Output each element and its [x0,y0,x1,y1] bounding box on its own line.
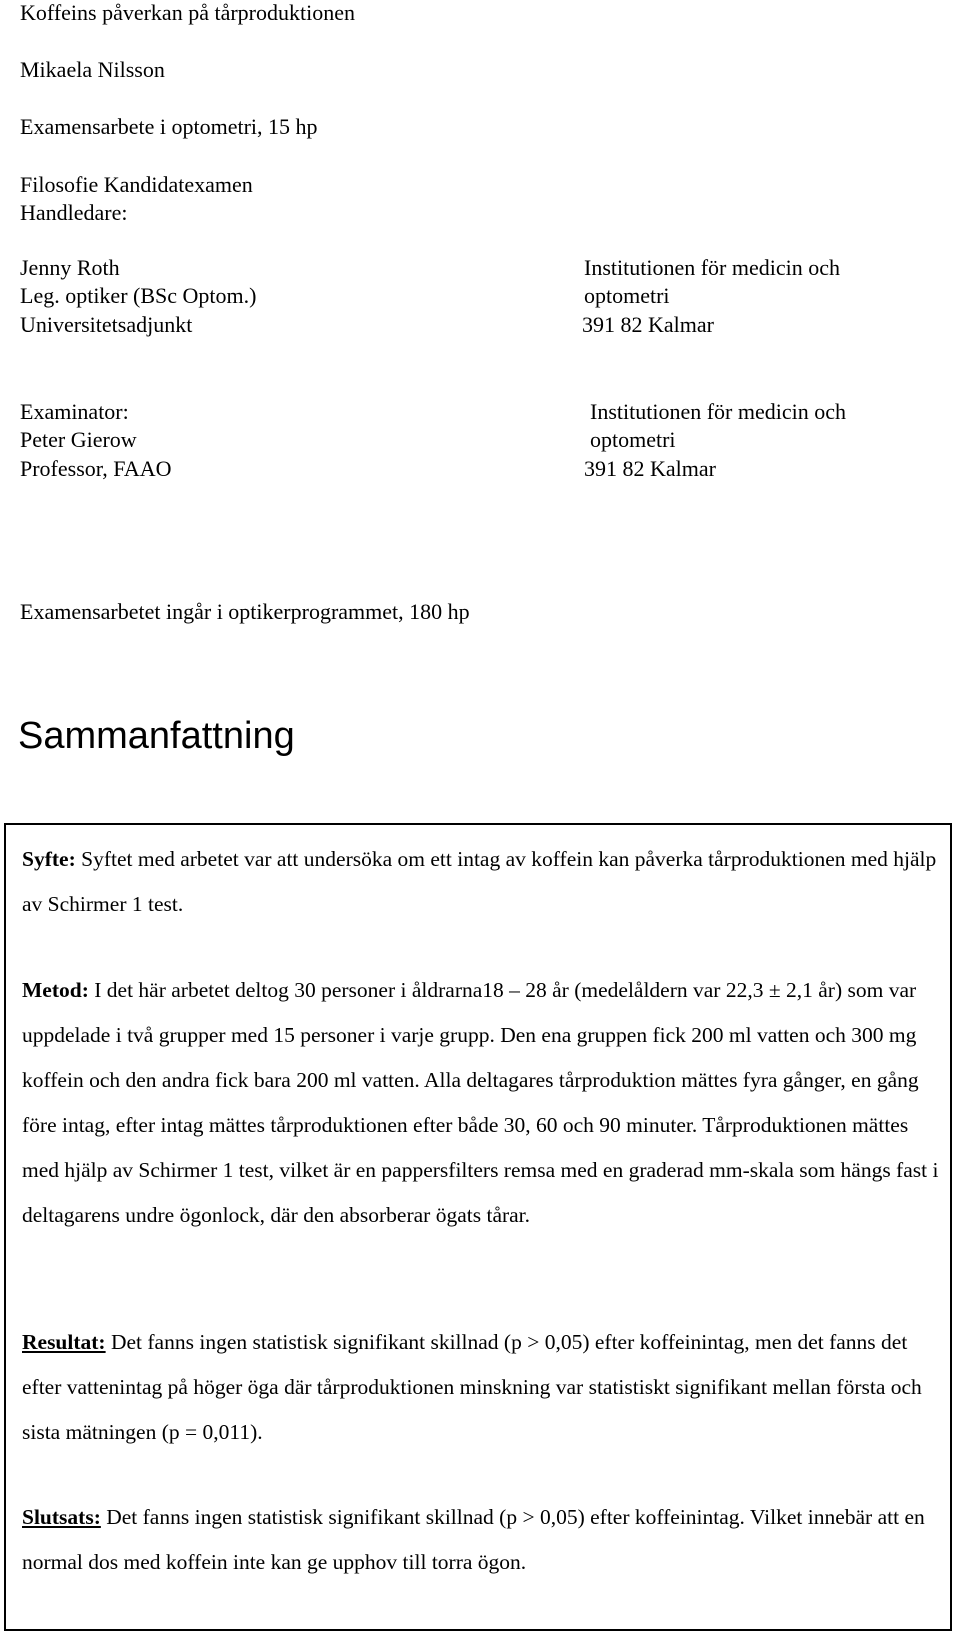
examiner-label: Examinator: [20,399,129,424]
purpose-paragraph [22,837,942,927]
supervisor-institution-line1: Institutionen för medicin och [582,253,840,283]
course-info: Examensarbete i optometri, 15 hp [20,114,318,139]
summary-box [4,823,952,1631]
examiner-institution-line2: optometri [590,427,676,452]
thesis-title: Koffeins påverkan på tårproduktionen [20,0,355,25]
result-label: Resultat: [22,1330,106,1354]
conclusion-label: Slutsats: [22,1505,101,1529]
examiner-name: Peter Gierow [20,427,137,452]
examiner-institution-line1: Institutionen för medicin och [590,399,846,424]
purpose-text: Syftet med arbetet var att undersöka om ett intag av koffein kan påverka tårproduktionen med hjälp av Schirmer 1 test. [22,847,937,916]
examiner-address: 391 82 Kalmar [584,456,716,481]
summary-heading: Sammanfattning [18,715,295,757]
supervisor-name: Jenny Roth [20,255,120,280]
conclusion-paragraph [22,1495,942,1585]
supervisor-institution-line2: optometri [582,281,670,311]
method-label: Metod: [22,978,89,1002]
conclusion-text: Det fanns ingen statistisk signifikant skillnad (p > 0,05) efter koffeinintag. Vilket innebär att en normal dos med koffein inte kan ge upphov till torra ögon. [22,1505,925,1574]
purpose-label: Syfte: [22,847,76,871]
program-note: Examensarbetet ingår i optikerprogrammet, 180 hp [20,599,470,624]
result-text: Det fanns ingen statistisk signifikant skillnad (p > 0,05) efter koffeinintag, men det fanns det efter vattenintag på höger öga där tårproduktionen minskning var statistiskt signifikant mellan första och sista mätningen (p = 0,011). [22,1330,922,1444]
degree-info: Filosofie Kandidatexamen [20,172,253,197]
author-name: Mikaela Nilsson [20,57,165,82]
supervisor-label: Handledare: [20,200,128,225]
supervisor-address: 391 82 Kalmar [582,312,714,337]
examiner-title: Professor, FAAO [20,456,172,481]
result-paragraph [22,1320,942,1455]
method-text: I det här arbetet deltog 30 personer i åldrarna18 – 28 år (medelåldern var 22,3 ± 2,1 år) som var uppdelade i två grupper med 15 personer i varje grupp. Den ena gruppen fick 200 ml vatten och 300 mg koffein och den andra fick bara 200 ml vatten. Alla deltagares tårproduktion mättes fyra gånger, en gång före intag, efter intag mättes tårproduktionen efter både 30, 60 och 90 minuter. Tårproduktionen mättes med hjälp av Schirmer 1 test, vilket är en pappersfilters remsa med en graderad mm-skala som hängs fast i deltagarens undre ögonlock, där den absorberar ögats tårar. [22,978,939,1227]
method-paragraph [22,968,942,1238]
supervisor-title: Leg. optiker (BSc Optom.) [20,283,257,308]
supervisor-position: Universitetsadjunkt [20,312,193,337]
